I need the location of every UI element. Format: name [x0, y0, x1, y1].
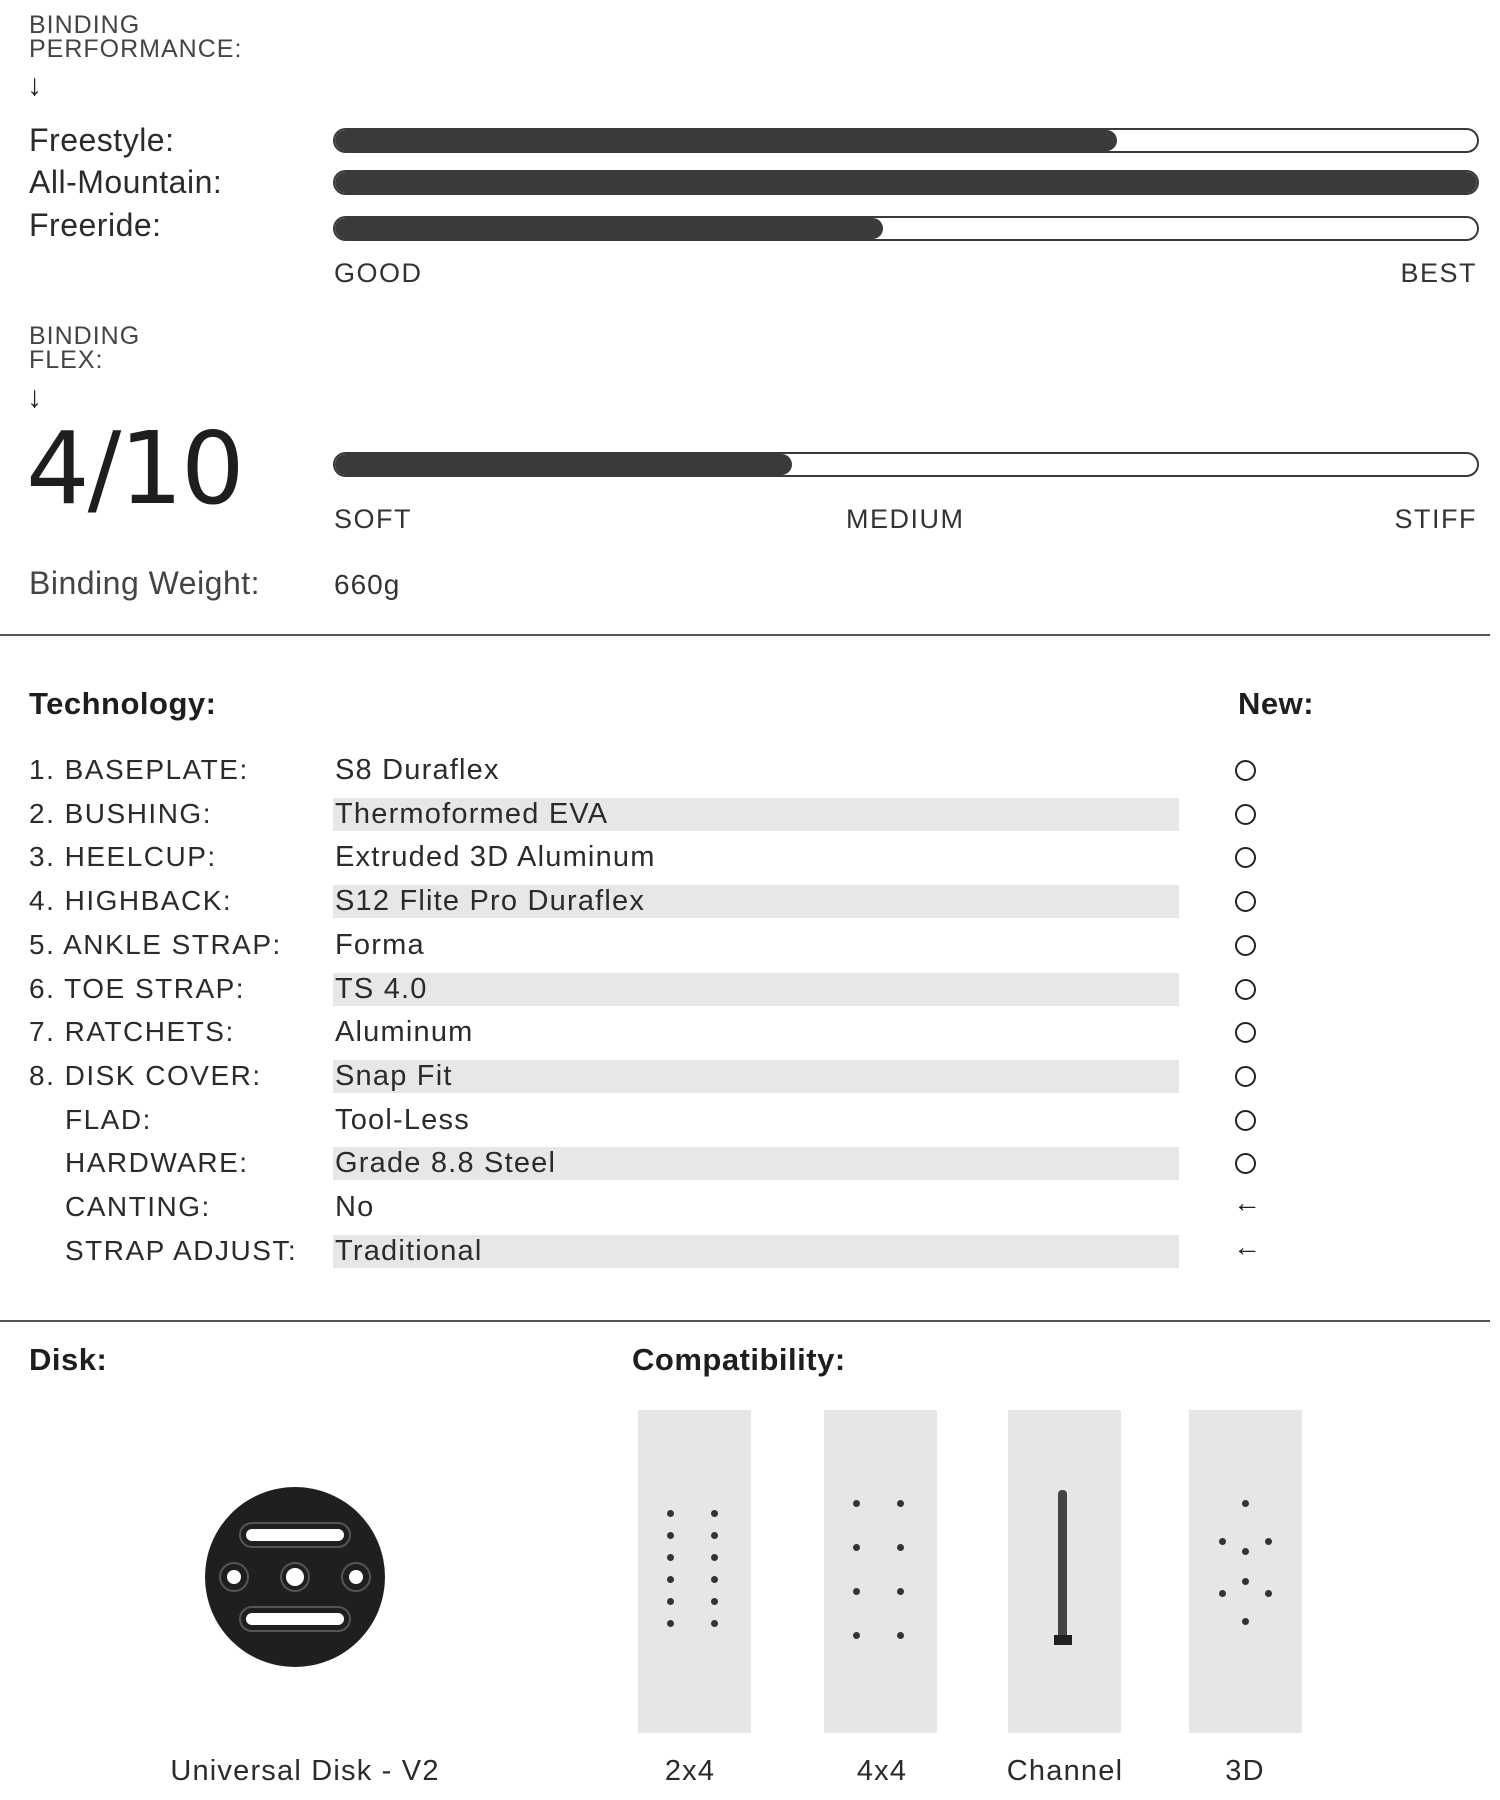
technology-row	[0, 1185, 1500, 1229]
technology-key: STRAP ADJUST:	[65, 1234, 298, 1266]
circle-icon	[1235, 891, 1256, 912]
technology-key: 3. HEELCUP:	[29, 841, 217, 873]
technology-row-shade	[333, 973, 1179, 1006]
technology-heading: Technology:	[29, 686, 217, 721]
compat-caption-4x4: 4x4	[856, 1755, 908, 1787]
arrow-left-icon: ←	[1233, 1187, 1261, 1218]
technology-row	[0, 835, 1500, 879]
technology-row-shade	[333, 1191, 1179, 1224]
technology-key: 6. TOE STRAP:	[29, 972, 246, 1004]
circle-icon	[1235, 979, 1256, 1000]
technology-value: S8 Duraflex	[335, 754, 500, 786]
2x4-pattern-icon	[638, 1410, 751, 1733]
flex-label-line2: FLEX:	[29, 346, 104, 374]
technology-value: Traditional	[335, 1234, 483, 1267]
scale-label-soft: SOFT	[334, 504, 412, 534]
performance-bar-freestyle	[333, 128, 1479, 153]
universal-disk-icon	[204, 1486, 386, 1668]
circle-icon	[1235, 935, 1256, 956]
performance-label-line2: PERFORMANCE:	[29, 35, 243, 63]
disk-caption: Universal Disk - V2	[170, 1755, 440, 1787]
arrow-down-icon: ↓	[27, 381, 42, 414]
technology-value: Forma	[335, 928, 425, 961]
technology-row	[0, 792, 1500, 836]
technology-key: 1. BASEPLATE:	[29, 754, 249, 785]
technology-value: TS 4.0	[335, 972, 428, 1005]
performance-bar-all-mountain	[333, 170, 1479, 195]
technology-row	[0, 1229, 1500, 1273]
scale-label-medium: MEDIUM	[846, 504, 965, 534]
3d-pattern-icon	[1189, 1410, 1302, 1733]
performance-bar-freeride	[333, 216, 1479, 241]
compatibility-heading: Compatibility:	[632, 1342, 846, 1377]
technology-key: HARDWARE:	[65, 1147, 249, 1179]
scale-label-stiff: STIFF	[1394, 504, 1477, 534]
arrow-down-icon: ↓	[27, 69, 42, 102]
circle-icon	[1235, 1110, 1256, 1131]
performance-fill-freeride	[335, 218, 883, 239]
flex-label-line1: BINDING	[29, 322, 141, 350]
performance-label-line1: BINDING	[29, 11, 141, 39]
technology-row	[0, 967, 1500, 1011]
compat-caption-3d: 3D	[1225, 1755, 1265, 1787]
technology-key: FLAD:	[65, 1103, 152, 1135]
technology-key: 5. ANKLE STRAP:	[29, 928, 282, 960]
circle-icon	[1235, 1066, 1256, 1087]
circle-icon	[1235, 804, 1256, 825]
binding-weight-value: 660g	[334, 569, 401, 600]
performance-fill-freestyle	[335, 130, 1117, 151]
channel-pattern-icon	[1008, 1410, 1121, 1733]
technology-value: Tool-Less	[335, 1103, 470, 1136]
technology-value: S12 Flite Pro Duraflex	[335, 885, 646, 918]
circle-icon	[1235, 1153, 1256, 1174]
section-divider	[0, 634, 1490, 636]
technology-value: Snap Fit	[335, 1059, 453, 1092]
technology-value: Extruded 3D Aluminum	[335, 841, 656, 874]
technology-key: 4. HIGHBACK:	[29, 885, 233, 917]
flex-fill	[335, 454, 792, 475]
technology-row-shade	[333, 1060, 1179, 1093]
4x4-pattern-icon	[824, 1410, 937, 1733]
new-heading: New:	[1238, 686, 1315, 721]
technology-value: Grade 8.8 Steel	[335, 1147, 557, 1180]
scale-label-best: BEST	[1400, 258, 1477, 288]
technology-key: 2. BUSHING:	[29, 797, 212, 829]
disk-heading: Disk:	[29, 1342, 108, 1377]
flex-bar	[333, 452, 1479, 477]
compat-caption-2x4: 2x4	[664, 1755, 716, 1787]
technology-row	[0, 1010, 1500, 1054]
arrow-left-icon: ←	[1233, 1230, 1261, 1262]
technology-row	[0, 1098, 1500, 1142]
performance-label-freeride: Freeride:	[29, 207, 162, 243]
technology-row	[0, 879, 1500, 923]
technology-row-shade	[333, 929, 1179, 962]
technology-row	[0, 923, 1500, 967]
circle-icon	[1235, 847, 1256, 868]
scale-label-good: GOOD	[334, 258, 423, 288]
technology-row	[0, 748, 1500, 792]
technology-row	[0, 1141, 1500, 1185]
compat-caption-channel: Channel	[1006, 1755, 1124, 1787]
section-divider	[0, 1320, 1490, 1322]
technology-row	[0, 1054, 1500, 1098]
technology-value: Thermoformed EVA	[335, 797, 609, 830]
technology-key: CANTING:	[65, 1191, 211, 1222]
performance-label-freestyle: Freestyle:	[29, 122, 175, 158]
performance-label-all-mountain: All-Mountain:	[29, 164, 223, 200]
circle-icon	[1235, 760, 1256, 781]
flex-rating: 4/10	[26, 410, 243, 527]
technology-value: Aluminum	[335, 1016, 474, 1049]
technology-value: No	[335, 1191, 375, 1223]
circle-icon	[1235, 1022, 1256, 1043]
technology-key: 7. RATCHETS:	[29, 1016, 235, 1048]
performance-fill-all-mountain	[335, 172, 1477, 193]
binding-weight-label: Binding Weight:	[29, 565, 261, 601]
technology-key: 8. DISK COVER:	[29, 1059, 262, 1091]
